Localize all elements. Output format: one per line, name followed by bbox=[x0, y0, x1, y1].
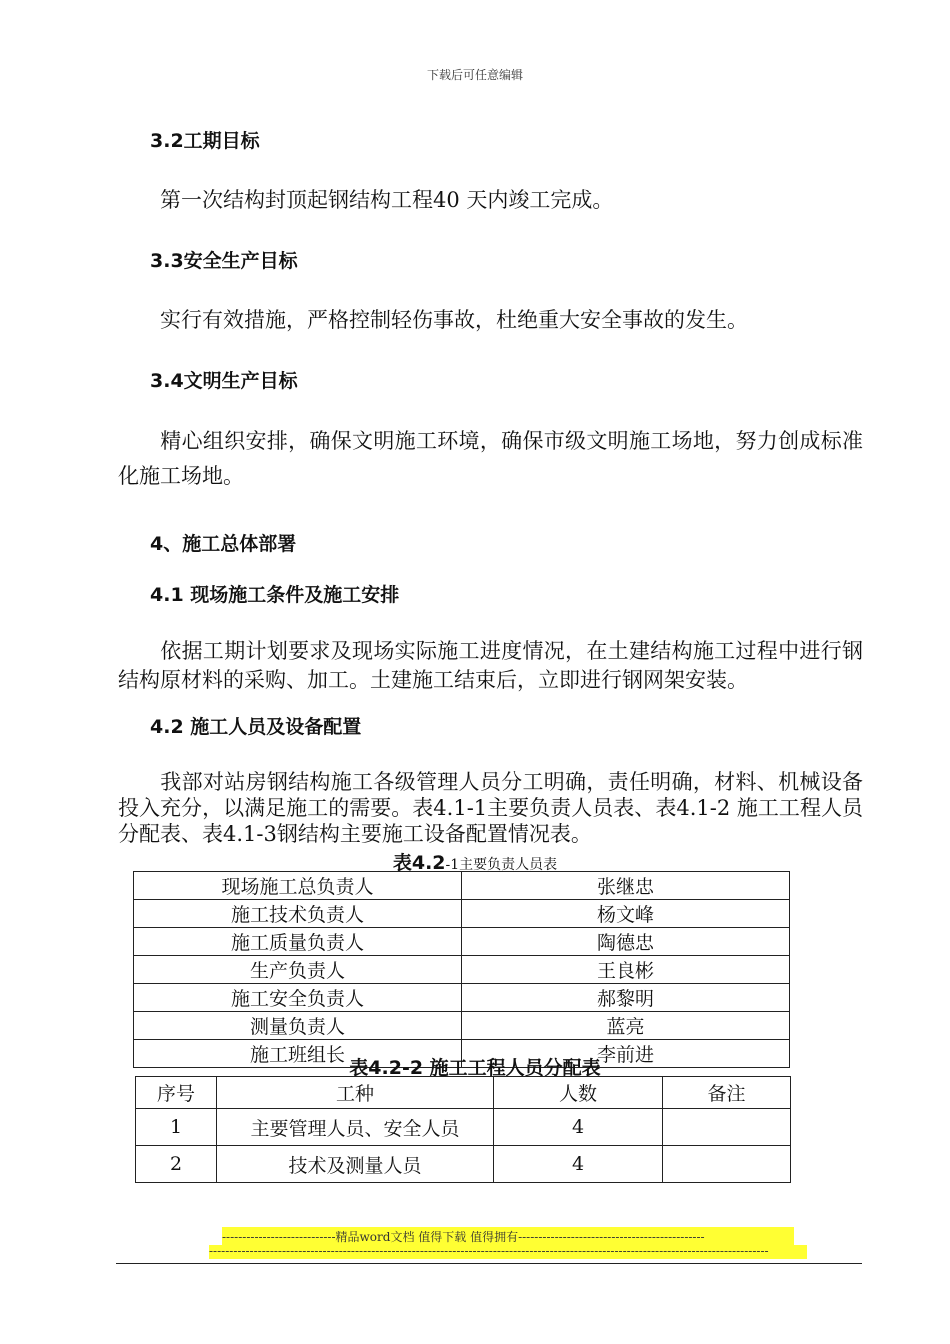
table-key-personnel bbox=[133, 871, 790, 1068]
table-cell: 李前进 bbox=[462, 1040, 790, 1068]
table-header-cell: 序号 bbox=[136, 1077, 217, 1109]
section-3-2-title: 3.2工期目标 bbox=[150, 130, 260, 152]
section-3-3-title: 3.3安全生产目标 bbox=[150, 250, 298, 272]
table-row bbox=[134, 900, 790, 928]
table-row bbox=[134, 1012, 790, 1040]
table-cell: 杨文峰 bbox=[462, 900, 790, 928]
table-cell: 技术及测量人员 bbox=[217, 1146, 494, 1183]
table-cell: 现场施工总负责人 bbox=[134, 872, 462, 900]
section-4-2-text-body: 我部对站房钢结构施工各级管理人员分工明确，责任明确，材料、机械设备投入充分，以满足施工的需要。表4.1-1主要负责人员表、表4.1-2 施工工程人员分配表、表4.1-3钢结构主要施工设备配置情况表。 bbox=[118, 770, 863, 846]
section-3-4-text bbox=[118, 424, 863, 494]
section-4-1-text-body: 依据工期计划要求及现场实际施工进度情况，在土建结构施工过程中进行钢结构原材料的采购、加工。土建施工结束后，立即进行钢网架安装。 bbox=[118, 639, 863, 692]
table-cell: 4 bbox=[494, 1146, 663, 1183]
section-4-title: 4、施工总体部署 bbox=[150, 533, 297, 555]
table1-caption-bold: 表4.2 bbox=[392, 852, 446, 874]
table-row bbox=[134, 984, 790, 1012]
section-3-3-text: 实行有效措施，严格控制轻伤事故，杜绝重大安全事故的发生。 bbox=[160, 308, 748, 332]
table2-caption: 表4.2-2 施工工程人员分配表 bbox=[349, 1057, 601, 1079]
table-cell: 施工安全负责人 bbox=[134, 984, 462, 1012]
table-cell: 1 bbox=[136, 1109, 217, 1146]
table-header-row bbox=[136, 1077, 791, 1109]
table-row bbox=[134, 956, 790, 984]
section-4-2-title: 4.2 施工人员及设备配置 bbox=[150, 716, 362, 738]
table-cell: 施工质量负责人 bbox=[134, 928, 462, 956]
table-row bbox=[136, 1109, 791, 1146]
table-cell: 陶德忠 bbox=[462, 928, 790, 956]
section-3-4-title: 3.4文明生产目标 bbox=[150, 370, 298, 392]
table-cell bbox=[663, 1146, 791, 1183]
table-cell bbox=[663, 1109, 791, 1146]
table-cell: 郝黎明 bbox=[462, 984, 790, 1012]
table-cell: 蓝亮 bbox=[462, 1012, 790, 1040]
section-3-2-text: 第一次结构封顶起钢结构工程40 天内竣工完成。 bbox=[160, 188, 614, 212]
table-header-cell: 备注 bbox=[663, 1077, 791, 1109]
section-4-1-text bbox=[118, 637, 863, 695]
table-staff-allocation bbox=[135, 1076, 791, 1183]
footer-banner: ----------------------------精品word文档 值得下载 值得拥有---------------------------------------------- bbox=[222, 1227, 794, 1247]
table-row bbox=[134, 872, 790, 900]
section-3-4-text-body: 精心组织安排，确保文明施工环境，确保市级文明施工场地，努力创成标准化施工场地。 bbox=[118, 429, 863, 488]
table-cell: 2 bbox=[136, 1146, 217, 1183]
footer-rule bbox=[116, 1263, 862, 1264]
footer-dashes: ------------------------------------------------------------------------------------------------------------------------------------------ bbox=[209, 1245, 807, 1259]
table-cell: 测量负责人 bbox=[134, 1012, 462, 1040]
table-cell: 施工班组长 bbox=[134, 1040, 462, 1068]
table-cell: 主要管理人员、安全人员 bbox=[217, 1109, 494, 1146]
table-row bbox=[134, 928, 790, 956]
table-cell: 王良彬 bbox=[462, 956, 790, 984]
table-cell: 4 bbox=[494, 1109, 663, 1146]
header-note: 下载后可任意编辑 bbox=[426, 68, 523, 82]
table-cell: 施工技术负责人 bbox=[134, 900, 462, 928]
section-4-2-text bbox=[118, 769, 863, 847]
section-4-1-title: 4.1 现场施工条件及施工安排 bbox=[150, 584, 400, 606]
table1-caption-small: -1主要负责人员表 bbox=[445, 857, 558, 873]
table-cell: 生产负责人 bbox=[134, 956, 462, 984]
table-header-cell: 工种 bbox=[217, 1077, 494, 1109]
table-row bbox=[136, 1146, 791, 1183]
table-cell: 张继忠 bbox=[462, 872, 790, 900]
table-header-cell: 人数 bbox=[494, 1077, 663, 1109]
